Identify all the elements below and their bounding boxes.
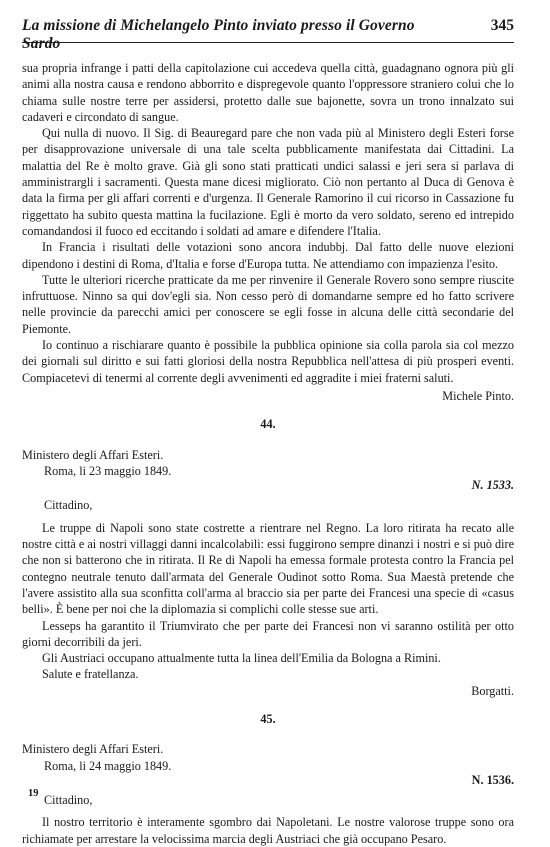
- signature-mark: 19: [28, 788, 39, 799]
- place-date: Roma, li 24 maggio 1849.: [44, 758, 172, 773]
- paragraph: sua propria infrange i patti della capitolazione cui accedeva quella città, guadagnano ognora più gli animi alla nostra causa e rendono abborrito e dispregevole quanto l'oppressore straniero colui che lo chiama sulle nostre terre per assidersi, protetto dalle sue bajonette, sovra un trono innalzato sui cadaveri e circondato di sangue.: [22, 61, 514, 124]
- running-title: La missione di Michelangelo Pinto inviato presso il Governo Sardo: [22, 17, 415, 52]
- protocol-number: N. 1536.: [471, 772, 514, 787]
- page-body: [22, 60, 514, 847]
- sender: Ministero degli Affari Esteri.: [22, 447, 164, 462]
- signature: Borgatti.: [471, 683, 514, 698]
- sender: Ministero degli Affari Esteri.: [22, 742, 164, 757]
- signature: Michele Pinto.: [442, 388, 514, 403]
- greeting: Cittadino,: [44, 793, 93, 808]
- paragraph: Gli Austriaci occupano attualmente tutta la linea dell'Emilia da Bologna a Rimini.: [42, 651, 441, 666]
- protocol-number: N. 1533.: [471, 478, 514, 493]
- paragraph: Il nostro territorio è interamente sgombro dai Napoletani. Le nostre valorose truppe sono ora richiamate per arrestare la velocissima marcia degli Austriaci che già occupano Pesaro.: [22, 815, 514, 846]
- page-number: 345: [490, 17, 514, 34]
- document-45: [22, 741, 514, 847]
- paragraph: Salute e fratellanza.: [42, 667, 139, 682]
- running-header: [22, 16, 514, 52]
- paragraph: Le truppe di Napoli sono state costrette a rientrare nel Regno. La loro ritirata ha recato alle nostre città e ai nostri villaggi danni incalcolabili: essi fuggirono sempre dinanzi i nostri e si può dire che non si batterono che in ritirata. Il Re di Napoli ha emessa formale protesta contro la Francia pel contegno neutrale tenuto dall'armata del Generale Oudinot sotto Roma. Sua Maestà pretende che l'avere assistito alla sua sconfitta coll'arma al braccio sia per parte dei Francesi una specie di «casus belli». È bene per noi che la diplomazia si complichi colle stesse sue arti.: [22, 520, 514, 617]
- greeting: Cittadino,: [44, 498, 93, 513]
- letter-43-continuation: [22, 60, 514, 404]
- paragraph: Qui nulla di nuovo. Il Sig. di Beauregard pare che non vada più al Ministero degli Esteri forse per disapprovazione universale di una tale scelta pubblicamente manifestata dai Cittadini. La malattia del Re è molto grave. Già gli sono stati pratticati undici salassi e jeri sera si parlava di amministrargli i sacramenti. Questa mane dicesi migliorato. Ciò non pertanto al Duca di Genova è data la firma per gli affari correnti e d'urgenza. Il Generale Ramorino il cui ricorso in Cassazione fu riggettato ha subito questa mattina la fucilazione. Egli è morto da vero soldato, sereno ed intrepido comandandosi il fuoco ed eccitando i soldati ad amare e difendere l'Italia.: [22, 126, 514, 238]
- document-number: 44.: [260, 417, 276, 432]
- paragraph: Lesseps ha garantito il Triumvirato che per parte dei Francesi non vi saranno ostilità per otto giorni decorribili da jeri.: [22, 618, 514, 649]
- paragraph: Tutte le ulteriori ricerche pratticate da me per rinvenire il Generale Rovero sono sempre riuscite infruttuose. Ninno sa qui dov'egli sia. Non cesso però di domandarne sempre ed ho fatto scrivere nelle provincie da parecchi amici per conoscere se egli fosse in alcuna delle città secondarie del Piemonte.: [22, 272, 514, 336]
- paragraph: In Francia i risultati delle votazioni sono ancora indubbj. Dal fatto delle nuove elezioni dipendono i destini di Roma, d'Italia e forse d'Europa tutta. Ne attendiamo con impazienza l'esito.: [22, 240, 514, 271]
- paragraph: Io continuo a rischiarare quanto è possibile la pubblica opinione sia colla parola sia col mezzo dei giornali sul diritto e sui fatti gloriosi della nostra Repubblica nell'attesa di più prosperi eventi. Compiacetevi di tenermi al corrente degli avvenimenti ed aggradite i miei fraterni saluti.: [22, 338, 514, 385]
- document-number: 45.: [260, 711, 276, 726]
- place-date: Roma, li 23 maggio 1849.: [44, 463, 172, 478]
- document-44: [22, 447, 514, 699]
